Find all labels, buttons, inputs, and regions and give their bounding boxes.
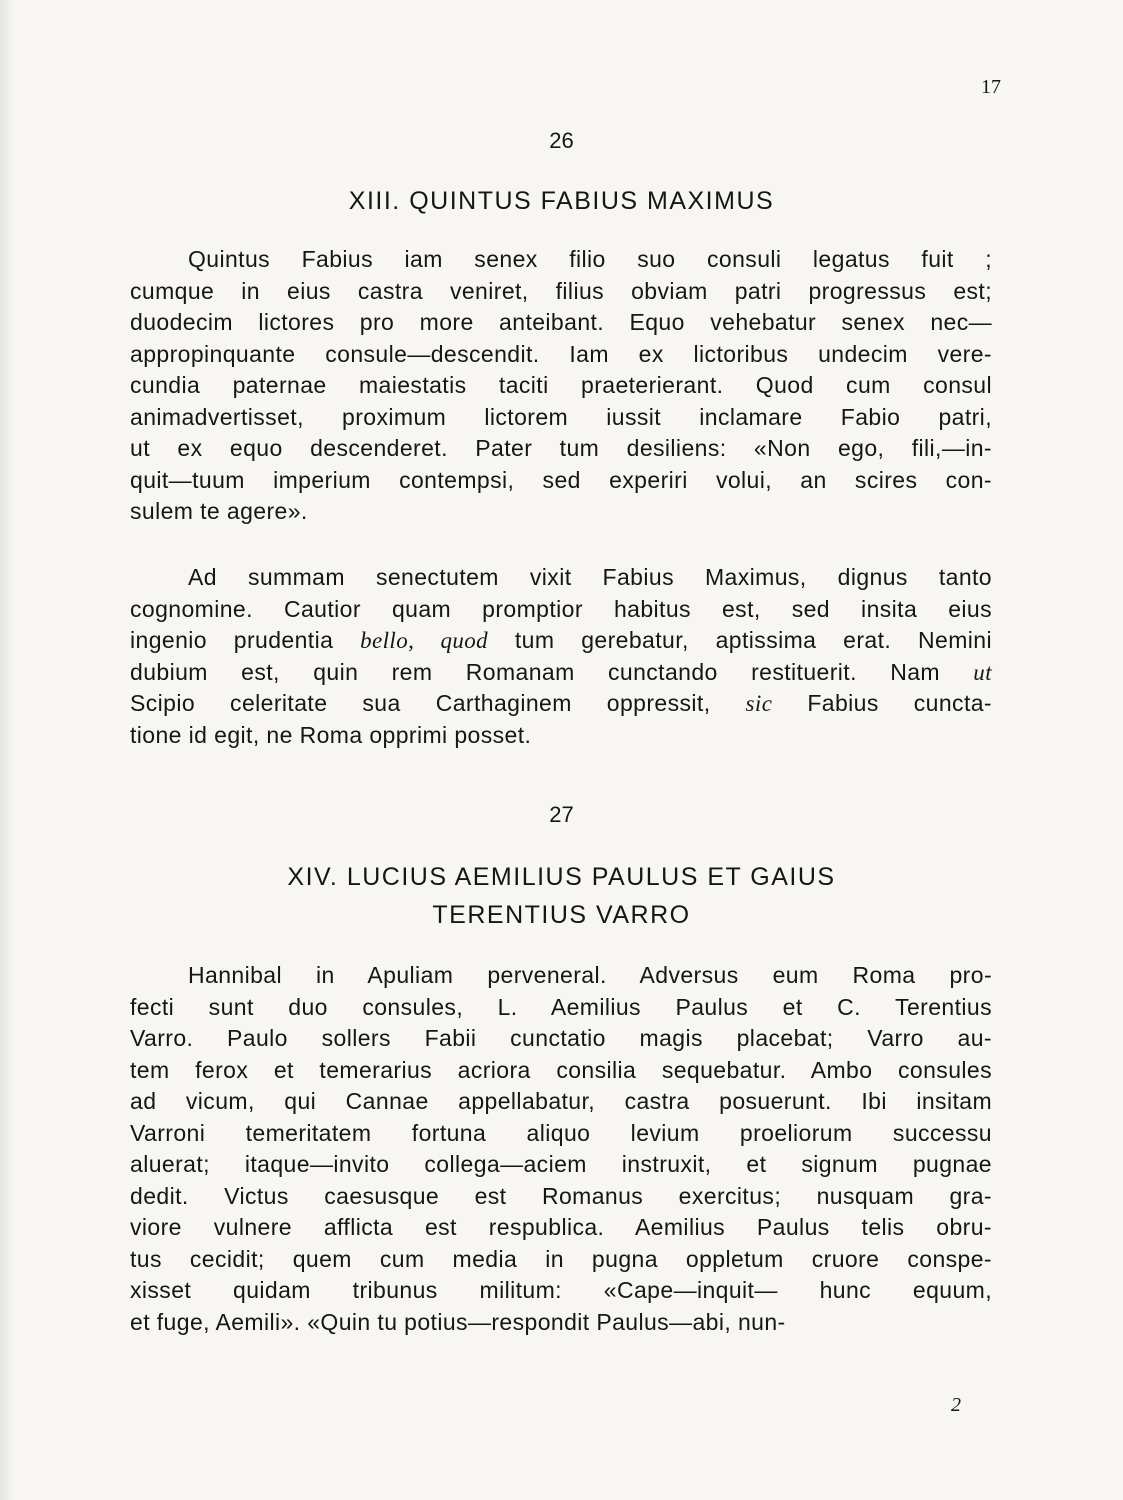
text-line: aluerat; itaque—invito collega—aciem instruxit, et signum pugnae [130,1151,992,1177]
section-title-line: XIII. QUINTUS FABIUS MAXIMUS [348,187,775,215]
text-line: animadvertisset, proximum lictorem iussit inclamare Fabio patri, [130,403,992,430]
text-line: quit—tuum imperium contempsi, sed experiri volui, an scires con- [130,466,992,493]
italic-emphasis: ut [973,659,992,685]
text-line: viore vulnere afflicta est respublica. Aemilius Paulus telis obru- [130,1214,992,1240]
page-number: 17 [981,76,1001,98]
text-line: appropinquante consule—descendit. Iam ex lictoribus undecim vere- [130,340,992,367]
text-line: tem ferox et temerarius acriora consilia sequebatur. Ambo consules [130,1056,992,1083]
section-number-27: 27 [549,802,574,827]
text-line: xisset quidam tribunus militum: «Cape—inquit— hunc equum, [130,1277,992,1303]
text-line: ad vicum, qui Cannae appellabatur, castra posuerunt. Ibi insitam [130,1088,992,1114]
section-title-line: XIV. LUCIUS AEMILIUS PAULUS ET GAIUS [287,863,836,891]
printer-signature-mark: 2 [951,1394,961,1416]
text-line: ut ex equo descenderet. Pater tum desiliens: «Non ego, fili,—in- [130,435,992,461]
text-line: cognomine. Cautior quam promptior habitus est, sed insita eius [130,595,992,622]
text-line: dubium est, quin rem Romanam cunctando restituerit. Nam ut [130,658,992,685]
text-line: et fuge, Aemili». «Quin tu potius—respondit Paulus—abi, nun- [130,1308,786,1335]
text-line: cumque in eius castra veniret, filius obviam patri progressus est; [130,277,992,304]
paragraph-cannae [130,960,992,1338]
paragraph-fabius-1 [130,244,992,528]
text-line: tione id egit, ne Roma opprimi posset. [130,721,532,748]
text-line: Scipio celeritate sua Carthaginem oppressit, sic Fabius cuncta- [130,690,992,716]
text-line: sulem te agere». [130,498,308,524]
text-line: fecti sunt duo consules, L. Aemilius Paulus et C. Terentius [130,993,992,1020]
paragraph-fabius-2 [130,562,992,751]
section-title-line: TERENTIUS VARRO [432,901,691,929]
text-line: dedit. Victus caesusque est Romanus exercitus; nusquam gra- [130,1182,992,1209]
section-title-xiv [0,858,1123,934]
text-line: ingenio prudentia bello, quod tum gerebatur, aptissima erat. Nemini [130,627,992,653]
text-line: duodecim lictores pro more anteibant. Equo vehebatur senex nec— [130,309,992,335]
text-line: Quintus Fabius iam senex filio suo consuli legatus fuit ; [188,246,992,272]
section-number-26: 26 [549,128,574,153]
section-title-xiii [0,182,1123,220]
text-line: tus cecidit; quem cum media in pugna oppletum cruore conspe- [130,1245,992,1272]
italic-emphasis: sic [745,691,773,716]
italic-emphasis: bello, quod [360,628,489,653]
text-line: Varroni temeritatem fortuna aliquo levium proeliorum successu [130,1119,992,1146]
text-line: cundia paternae maiestatis taciti praeterierant. Quod cum consul [130,372,992,398]
text-line: Varro. Paulo sollers Fabii cunctatio magis placebat; Varro au- [130,1025,992,1051]
text-line: Ad summam senectutem vixit Fabius Maximus, dignus tanto [188,564,992,590]
page-edge-shadow [0,0,14,1500]
text-line: Hannibal in Apuliam perveneral. Adversus eum Roma pro- [188,962,992,988]
